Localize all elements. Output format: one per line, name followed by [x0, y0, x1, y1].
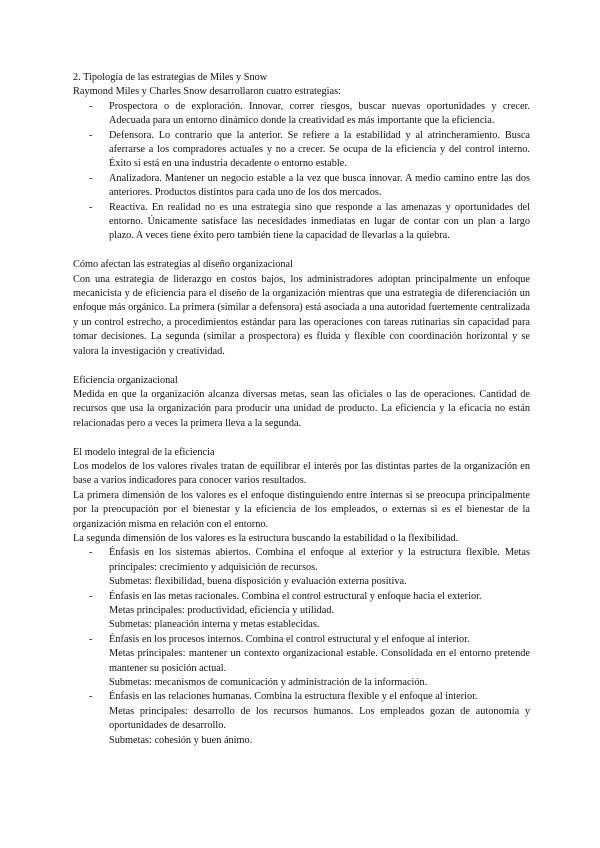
list-item [73, 690, 530, 748]
modelo-paragraph-3: La segunda dimensión de los valores es la estructura buscando la estabilidad o la flexibilidad. [73, 532, 459, 544]
list-item-line: Metas principales: mantener un contexto organizacional estable. Consolidada en el entorno pretende mantener su posición actual. [109, 648, 530, 674]
list-item-line: Énfasis en las relaciones humanas. Combina la estructura flexible y el enfoque al interior. [109, 691, 478, 703]
modelo-list [73, 546, 530, 748]
list-item-line: Énfasis en los sistemas abiertos. Combina el enfoque al exterior y la estructura flexible. Metas principales: crecimiento y adquisición de recursos. [109, 547, 530, 573]
dash-bullet: - [89, 547, 93, 559]
list-item-text: Prospectora o de exploración. Innovar, correr riesgos, buscar nuevas oportunidades y crecer. Adecuada para un entorno dinámico donde la creatividad es más importante que la eficiencia. [109, 100, 530, 127]
miles-snow-list [73, 100, 530, 244]
list-item-text: Reactiva. En realidad no es una estrategia sino que responde a las amenazas y oportunidades del entorno. Únicamente satisface las necesidades inmediatas en lugar de contar con un plan a largo plazo. A veces tiene éxito pero también tiene la capacidad de llevarlas a la quiebra. [109, 201, 530, 242]
list-item-line: Submetas: flexibilidad, buena disposición y evaluación externa positiva. [109, 576, 407, 588]
list-item-line: Énfasis en las metas racionales. Combina el control estructural y enfoque hacia el exterior. [109, 590, 482, 602]
dash-bullet: - [89, 100, 93, 112]
list-item-text: Analizadora. Mantener un negocio estable a la vez que busca innovar. A medio camino entre las dos anteriores. Productos distintos para cada uno de los dos mercados. [109, 172, 530, 199]
spacer [73, 431, 530, 445]
list-item-text: Defensora. Lo contrario que la anterior. Se refiere a la estabilidad y al atrincheramiento. Busca aferrarse a los compradores actuales y no a crecer. Se ocupa de la eficiencia y del control interno. Éxito si está en una industria decadente o entorno estable. [109, 129, 530, 170]
list-item-line: Submetas: planeación interna y metas establecidas. [109, 619, 320, 631]
list-item-line: Metas principales: productividad, eficiencia y utilidad. [109, 604, 335, 616]
list-item [73, 633, 530, 691]
miles-snow-intro: Raymond Miles y Charles Snow desarrollaron cuatro estrategias: [73, 86, 341, 98]
list-item [73, 590, 530, 633]
spacer [73, 244, 530, 258]
list-item [73, 546, 530, 589]
dash-bullet: - [89, 172, 93, 184]
list-item [73, 100, 530, 129]
spacer [73, 359, 530, 373]
list-item-line: Metas principales: desarrollo de los recursos humanos. Los empleados gozan de autonomía y oportunidades de desarrollo. [109, 705, 530, 732]
list-item [73, 129, 530, 172]
list-item [73, 172, 530, 201]
list-item-line: Énfasis en los procesos internos. Combina el control estructural y el enfoque al interior. [109, 633, 470, 645]
modelo-paragraph-2: La primera dimensión de los valores es el enfoque distinguiendo entre internas si se preocupa principalmente por la preocupación por el bienestar y la eficiencia de los empleados, o externas si es el bienestar de la organización misma en relación con el entorno. [73, 489, 530, 530]
dash-bullet: - [89, 129, 93, 141]
modelo-paragraph-1: Los modelos de los valores rivales tratan de equilibrar el interés por las distintas partes de la organización en base a varios indicadores para conocer varios resultados. [73, 460, 530, 487]
section-title-miles-snow: 2. Tipología de las estrategias de Miles y Snow [73, 72, 268, 83]
section-title-diseno: Cómo afectan las estrategias al diseño organizacional [73, 259, 293, 271]
section-title-eficiencia: Eficiencia organizacional [73, 374, 178, 386]
diseno-body: Con una estrategia de liderazgo en costos bajos, los administradores adoptan principalmente un enfoque mecanicista y de eficiencia para el diseño de la organización mientras que una estrategia de diferenciación un enfoque más orgánico. La primera (similar a defensora) está asociada a una autoridad fuertemente centralizada y un control estrecho, a procedimientos estándar para las operaciones con tareas rutinarias sin capacidad para tomar decisiones. La segunda (similar a prospectora) es fluida y flexible con coordinación horizontal y se valora la investigación y creatividad. [73, 273, 530, 357]
dash-bullet: - [89, 633, 93, 645]
dash-bullet: - [89, 201, 93, 213]
list-item-line: Submetas: cohesión y buen ánimo. [109, 734, 253, 746]
eficiencia-body: Medida en que la organización alcanza diversas metas, sean las oficiales o las de operaciones. Cantidad de recursos que usa la organización para producir una unidad de producto. La eficiencia y la eficacia no están relacionadas pero a veces la primera lleva a la segunda. [73, 388, 530, 429]
list-item [73, 201, 530, 244]
dash-bullet: - [89, 691, 93, 703]
section-title-modelo: El modelo integral de la eficiencia [73, 446, 215, 458]
list-item-line: Submetas: mecanismos de comunicación y administración de la información. [109, 677, 428, 689]
dash-bullet: - [89, 590, 93, 602]
